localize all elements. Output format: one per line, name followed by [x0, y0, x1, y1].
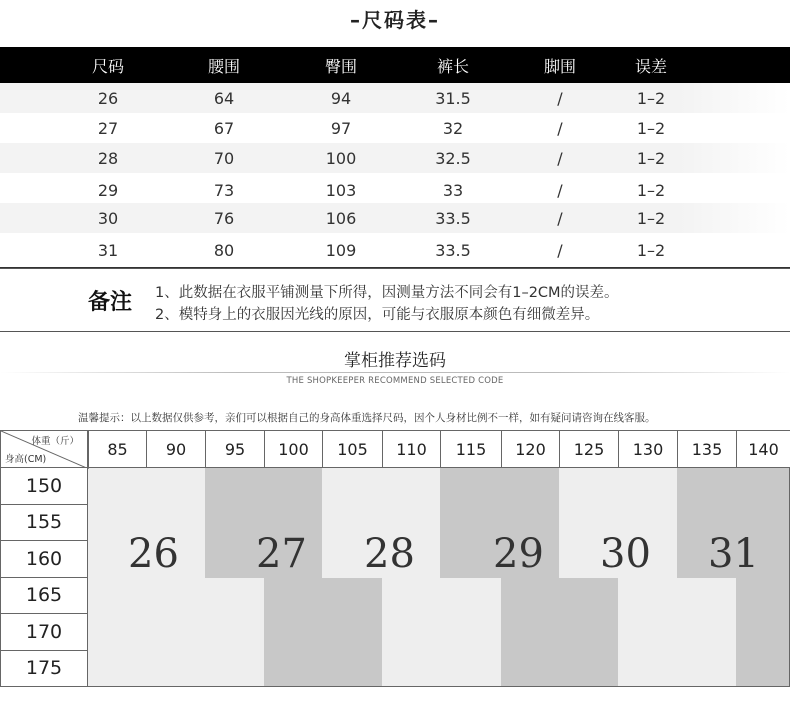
height-label: 身高(CM) [5, 454, 47, 465]
size-recommend-grid [0, 430, 790, 690]
size-cell: 30 [97, 208, 119, 228]
size-cell: 26 [97, 88, 119, 108]
weight-cell: 90 [146, 430, 206, 468]
size-cell: / [557, 208, 563, 228]
weight-cell: 110 [382, 430, 441, 468]
size-cell: 1–2 [636, 240, 666, 260]
corner-cell [0, 430, 88, 468]
recommend-title: 掌柜推荐选码 [344, 351, 446, 371]
size-cell: / [557, 180, 563, 200]
weight-cell: 130 [618, 430, 678, 468]
size-cell: 80 [213, 240, 235, 260]
size-table [0, 47, 790, 269]
remark-line-2: 2、模特身上的衣服因光线的原因，可能与衣服原本颜色有细微差异。 [155, 307, 600, 323]
recommended-size: 26 [128, 531, 179, 577]
size-cell: 73 [213, 180, 235, 200]
remark-line-1: 1、此数据在衣服平铺测量下所得，因测量方法不同会有1–2CM的误差。 [155, 285, 619, 301]
size-cell: 33.5 [435, 208, 471, 228]
size-table-body [0, 83, 790, 269]
header-cell: 裤长 [436, 56, 469, 76]
size-cell: 31 [97, 240, 119, 260]
size-cell: 76 [213, 208, 235, 228]
weight-cell: 135 [677, 430, 737, 468]
size-cell: 64 [213, 88, 235, 108]
height-cell: 175 [0, 650, 88, 688]
weight-cell: 85 [88, 430, 147, 468]
recommended-size: 27 [256, 531, 307, 577]
size-cell: 27 [97, 118, 119, 138]
size-cell: / [557, 118, 563, 138]
weight-cell: 105 [322, 430, 383, 468]
size-cell: 1–2 [636, 118, 666, 138]
size-cell: 32 [442, 118, 464, 138]
size-cell: 94 [330, 88, 352, 108]
size-cell: / [557, 148, 563, 168]
height-cell: 160 [0, 540, 88, 578]
height-cell: 165 [0, 577, 88, 615]
size-cell: 1–2 [636, 180, 666, 200]
size-cell: 97 [330, 118, 352, 138]
header-cell: 尺码 [91, 56, 124, 76]
size-cell: 31.5 [435, 88, 471, 108]
size-cell: 28 [97, 148, 119, 168]
size-cell: 103 [325, 180, 357, 200]
size-cell: 32.5 [435, 148, 471, 168]
recommended-size: 29 [493, 531, 544, 577]
size-cell: 29 [97, 180, 119, 200]
size-cell: 1–2 [636, 148, 666, 168]
size-cell: 33 [442, 180, 464, 200]
height-cell: 150 [0, 467, 88, 505]
recommend-subtitle: THE SHOPKEEPER RECOMMEND SELECTED CODE [286, 376, 504, 386]
page-title: –尺码表– [350, 8, 440, 32]
weight-cell: 100 [264, 430, 323, 468]
header-cell: 脚围 [543, 56, 576, 76]
size-cell: 109 [325, 240, 357, 260]
header-cell: 误差 [634, 56, 667, 76]
size-cell: / [557, 88, 563, 108]
size-row [0, 83, 790, 113]
height-cell: 155 [0, 504, 88, 542]
size-table-header [0, 47, 790, 83]
size-cell: 67 [213, 118, 235, 138]
size-row [0, 175, 790, 205]
remarks-section [0, 268, 790, 332]
size-cell: 1–2 [636, 88, 666, 108]
remarks-label: 备注 [88, 290, 133, 315]
weight-label: 体重（斤） [31, 436, 79, 447]
header-cell: 臀围 [324, 56, 357, 76]
weight-cell: 115 [440, 430, 502, 468]
height-cell: 170 [0, 613, 88, 651]
size-row [0, 113, 790, 143]
size-row [0, 143, 790, 173]
size-cell: / [557, 240, 563, 260]
divider [0, 372, 790, 373]
weight-cell: 140 [736, 430, 790, 468]
size-row [0, 203, 790, 233]
recommended-size: 30 [600, 531, 651, 577]
size-cell: 1–2 [636, 208, 666, 228]
weight-cell: 95 [205, 430, 265, 468]
weight-cell: 120 [501, 430, 560, 468]
weight-cell: 125 [559, 430, 619, 468]
size-cell: 33.5 [435, 240, 471, 260]
size-row [0, 235, 790, 265]
size-cell: 100 [325, 148, 357, 168]
size-cell: 106 [325, 208, 357, 228]
recommended-size: 28 [364, 531, 415, 577]
tip-text: 温馨提示：以上数据仅供参考，亲们可以根据自己的身高体重选择尺码，因个人身材比例不一样，如有疑问请咨询在线客服。 [78, 412, 656, 424]
recommended-size: 31 [708, 531, 759, 577]
size-cell: 70 [213, 148, 235, 168]
header-cell: 腰围 [207, 56, 240, 76]
